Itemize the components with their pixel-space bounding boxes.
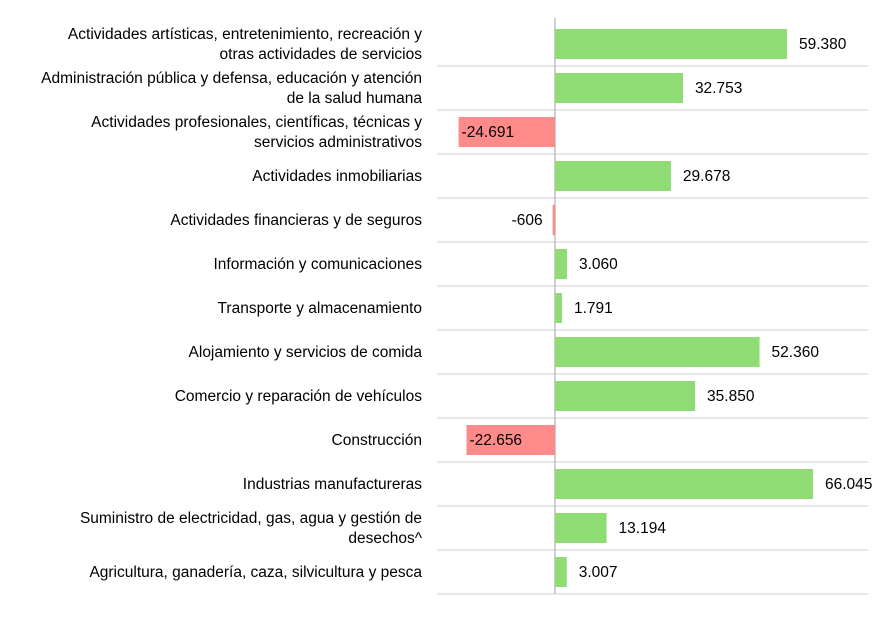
bar	[555, 293, 562, 323]
category-label: Actividades financieras y de seguros	[170, 212, 422, 229]
category-label: servicios administrativos	[254, 134, 422, 151]
category-label: Información y comunicaciones	[213, 256, 422, 273]
category-label: Comercio y reparación de vehículos	[174, 388, 422, 405]
category-label: Actividades artísticas, entretenimiento, recreación y	[67, 26, 422, 43]
value-label: 35.850	[707, 388, 755, 405]
value-label: 1.791	[573, 300, 613, 317]
category-label: Transporte y almacenamiento	[217, 300, 422, 317]
category-label: Actividades inmobiliarias	[252, 168, 422, 185]
bar	[555, 337, 760, 367]
category-label: otras actividades de servicios	[219, 46, 422, 63]
value-label: 59.380	[798, 36, 847, 53]
value-label: 66.045	[825, 476, 873, 493]
category-label: Agricultura, ganadería, caza, silvicultura y pesca	[89, 564, 422, 581]
bar	[555, 469, 813, 499]
value-label: 52.360	[771, 344, 819, 361]
category-label: desechos^	[348, 530, 422, 547]
bar	[555, 29, 787, 59]
value-label: 3.060	[578, 256, 618, 273]
category-label: de la salud humana	[286, 90, 422, 107]
value-label: -606	[511, 212, 543, 229]
value-label: 32.753	[694, 80, 743, 97]
category-label: Industrias manufactureras	[242, 476, 422, 493]
bar	[553, 205, 555, 235]
category-label: Actividades profesionales, científicas, técnicas y	[91, 114, 422, 131]
category-label: Administración pública y defensa, educación y atención	[41, 70, 422, 87]
bar	[555, 73, 683, 103]
bar	[555, 249, 567, 279]
bar	[555, 513, 607, 543]
category-label: Suministro de electricidad, gas, agua y gestión de	[79, 510, 422, 527]
value-label: -24.691	[461, 124, 515, 141]
bar	[555, 381, 695, 411]
category-label: Alojamiento y servicios de comida	[188, 344, 422, 361]
value-label: 29.678	[682, 168, 731, 185]
bar	[555, 161, 671, 191]
value-label: 3.007	[578, 564, 618, 581]
bar	[555, 557, 567, 587]
category-label: Construcción	[331, 432, 422, 449]
value-label: -22.656	[469, 432, 523, 449]
value-label: 13.194	[618, 520, 666, 537]
